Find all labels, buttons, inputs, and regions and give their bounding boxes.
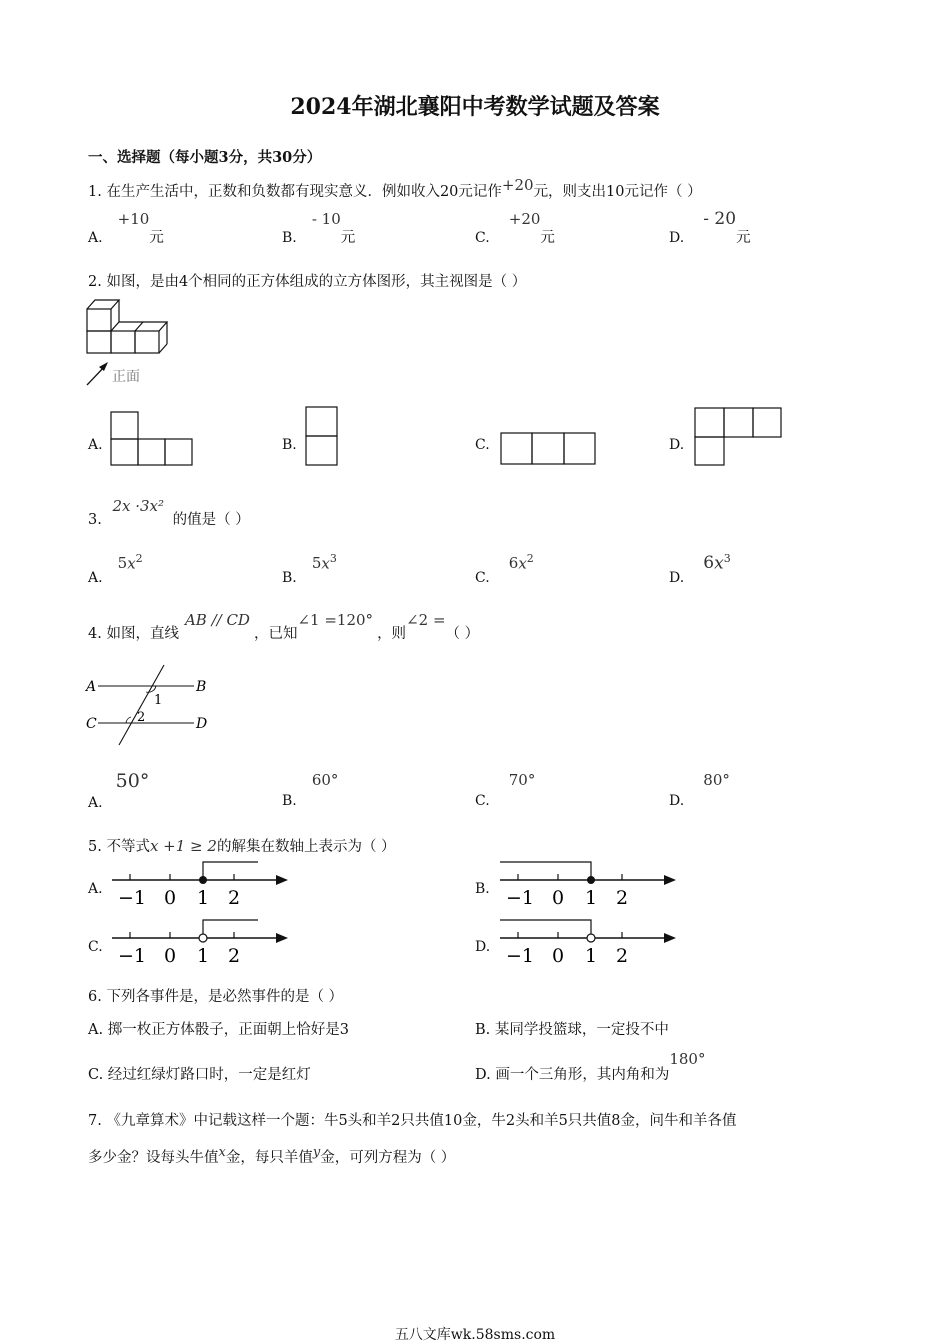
question-7-line1: 7. 《九章算术》中记载这样一个题：牛5头和羊2只共值10金，牛2头和羊5只共值8金，问牛和羊各值	[88, 1113, 737, 1129]
option-math: - 20	[703, 209, 737, 229]
q2-option-a-view	[110, 411, 194, 467]
q6-option-b[interactable]: B. 某同学投篮球，一定投不中	[475, 1022, 669, 1038]
option-label: B.	[282, 230, 297, 246]
page-footer: 五八文库wk.58sms.com	[394, 1327, 556, 1343]
tick-label: −1	[118, 887, 147, 908]
q1-option-d[interactable]	[669, 208, 751, 246]
q4-option-d[interactable]	[669, 770, 730, 809]
q1-option-a[interactable]	[88, 208, 164, 246]
q3-option-a[interactable]	[88, 552, 143, 587]
question-3	[88, 497, 250, 529]
option-math: +10	[117, 210, 150, 228]
q5-text-b: 的解集在数轴上表示为（ ）	[216, 839, 396, 855]
q4-parallel-lines-figure	[84, 662, 214, 747]
q6-option-d-math: 180°	[669, 1050, 706, 1068]
option-value: 50°	[115, 770, 150, 792]
q5-option-a-label[interactable]: A.	[88, 881, 103, 897]
q7-text-a: 多少金？设每头牛值	[88, 1150, 219, 1166]
question-5	[88, 835, 396, 856]
q4-math-a: AB // CD	[184, 611, 250, 629]
tick-label: 0	[164, 945, 177, 966]
q3-num: 3.	[88, 512, 102, 528]
option-label: A.	[88, 230, 103, 246]
option-unit: 元	[340, 230, 356, 246]
option-value: 80°	[703, 771, 730, 789]
option-var: x	[518, 554, 527, 573]
option-math: +20	[508, 210, 541, 228]
q5-option-c-numberline	[108, 916, 293, 966]
option-coef: 6	[703, 553, 715, 574]
q6-option-c[interactable]: C. 经过红绿灯路口时，一定是红灯	[88, 1067, 311, 1083]
q7-text-c: 金，可列方程为（ ）	[320, 1150, 456, 1166]
q4-math-c: ∠2 =	[406, 611, 446, 629]
q5-option-a-numberline	[108, 858, 293, 908]
q1-option-c[interactable]	[475, 208, 555, 246]
option-var: x	[321, 554, 330, 573]
q2-option-c-view	[500, 432, 597, 466]
q5-option-d-numberline	[496, 916, 681, 966]
option-label: B.	[282, 570, 297, 587]
option-exp: 2	[135, 552, 143, 565]
q6-option-d-text: D. 画一个三角形，其内角和为	[475, 1067, 670, 1083]
q6-option-a[interactable]: A. 掷一枚正方体骰子，正面朝上恰好是3	[88, 1022, 349, 1038]
option-coef: 6	[508, 554, 519, 573]
q3-text: 的值是（ ）	[172, 512, 250, 528]
q4-text-c: ，则	[377, 626, 407, 642]
tick-label: −1	[118, 945, 147, 966]
label-b: B	[196, 679, 207, 695]
q5-math: x +1 ≥ 2	[149, 837, 217, 855]
tick-label: 1	[585, 887, 598, 908]
option-unit: 元	[149, 230, 164, 246]
label-c: C	[86, 716, 97, 732]
section-heading: 一、选择题（每小题3分，共30分）	[88, 149, 322, 166]
option-label: C.	[475, 230, 490, 246]
option-exp: 2	[526, 552, 534, 565]
option-var: x	[127, 554, 136, 573]
question-6: 6. 下列各事件是，是必然事件的是（ ）	[88, 989, 344, 1005]
option-label: D.	[669, 570, 685, 587]
q2-option-b-view	[305, 406, 339, 466]
q2-option-a-label[interactable]: A.	[88, 437, 103, 453]
q4-math-b: ∠1 =120°	[297, 611, 374, 629]
label-angle-2: 2	[137, 710, 146, 725]
tick-label: 0	[552, 887, 565, 908]
option-label: A.	[88, 570, 103, 587]
q3-math: 2x ·3x²	[112, 497, 165, 515]
option-math: - 10	[311, 210, 341, 228]
q5-option-d-label[interactable]: D.	[475, 939, 491, 955]
tick-label: 1	[197, 887, 210, 908]
option-label: B.	[282, 793, 297, 809]
q7-var-y: y	[312, 1145, 321, 1160]
tick-label: 1	[585, 945, 598, 966]
q3-option-b[interactable]	[282, 552, 337, 587]
option-exp: 3	[723, 552, 731, 565]
q5-option-b-numberline	[496, 858, 681, 908]
q6-option-d[interactable]	[475, 1050, 706, 1084]
question-7-line2	[88, 1146, 455, 1167]
option-unit: 元	[540, 230, 555, 246]
page-title: 2024年湖北襄阳中考数学试题及答案	[290, 94, 660, 120]
tick-label: −1	[506, 945, 535, 966]
q4-text-d: （ ）	[445, 626, 480, 642]
q1-math: +20	[501, 176, 534, 194]
tick-label: 0	[552, 945, 565, 966]
option-value: 70°	[508, 771, 536, 789]
tick-label: 2	[616, 945, 629, 966]
label-a: A	[86, 679, 97, 695]
tick-label: 0	[164, 887, 177, 908]
q5-option-b-label[interactable]: B.	[475, 881, 490, 897]
q3-option-c[interactable]	[475, 552, 534, 587]
question-1	[88, 176, 702, 201]
angle-2-arc	[126, 717, 131, 723]
option-coef: 5	[311, 554, 322, 573]
q1-option-b[interactable]	[282, 208, 356, 246]
q2-front-label: 正面	[112, 369, 140, 385]
option-unit: 元	[736, 230, 751, 246]
tick-label: 2	[616, 887, 629, 908]
q4-option-c[interactable]	[475, 770, 536, 809]
label-d: D	[196, 716, 208, 732]
tick-label: −1	[506, 887, 535, 908]
q7-var-x: x	[218, 1145, 226, 1160]
q5-option-c-label[interactable]: C.	[88, 939, 103, 955]
q2-option-b-label[interactable]: B.	[282, 437, 297, 453]
q1-text-a: 1. 在生产生活中，正数和负数都有现实意义．例如收入20元记作	[88, 184, 502, 200]
tick-label: 2	[228, 945, 241, 966]
option-label: D.	[669, 793, 685, 809]
option-label: A.	[88, 795, 103, 811]
q4-option-a[interactable]	[88, 770, 150, 811]
option-var: x	[714, 553, 724, 574]
option-coef: 5	[117, 554, 128, 573]
q2-option-c-label[interactable]: C.	[475, 437, 490, 453]
question-2: 2. 如图，是由4个相同的正方体组成的立方体图形，其主视图是（ ）	[88, 274, 527, 290]
q4-option-b[interactable]	[282, 770, 339, 809]
tick-label: 1	[197, 945, 210, 966]
q4-text-b: ，已知	[253, 626, 298, 642]
option-label: C.	[475, 793, 490, 809]
option-exp: 3	[329, 552, 337, 565]
tick-label: 2	[228, 887, 241, 908]
option-label: C.	[475, 570, 490, 587]
q2-option-d-view	[694, 407, 783, 467]
question-4	[88, 611, 480, 643]
label-angle-1: 1	[154, 693, 163, 708]
option-label: D.	[669, 230, 685, 246]
q3-option-d[interactable]	[669, 552, 731, 587]
q1-text-b: 元，则支出10元记作（ ）	[533, 184, 702, 200]
q5-text-a: 5. 不等式	[88, 839, 150, 855]
q7-text-b: 金，每只羊值	[225, 1150, 313, 1166]
q2-option-d-label[interactable]: D.	[669, 437, 685, 453]
option-value: 60°	[311, 771, 339, 789]
q4-text-a: 4. 如图，直线	[88, 626, 179, 642]
